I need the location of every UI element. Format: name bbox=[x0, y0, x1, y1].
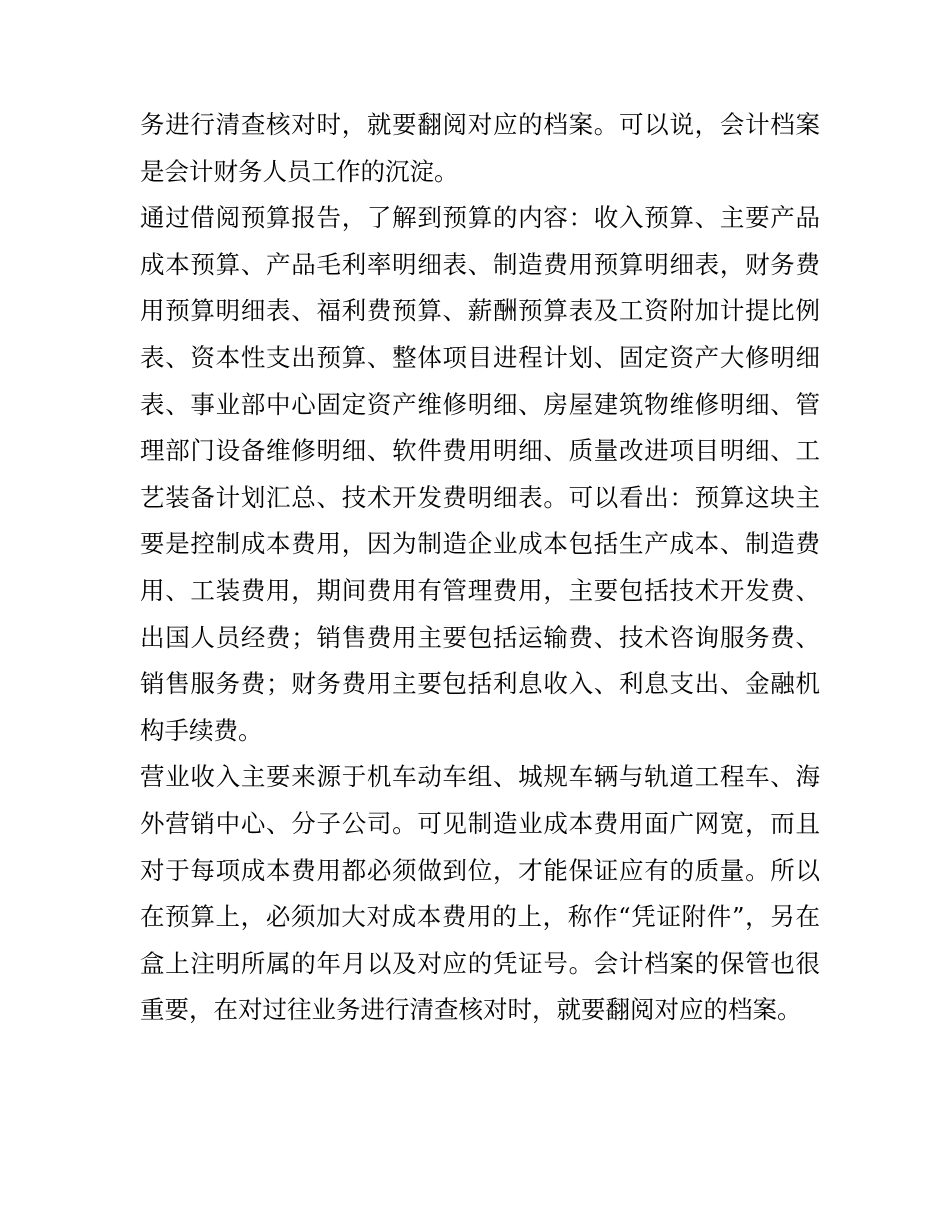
paragraph-archive-intro: 务进行清查核对时，就要翻阅对应的档案。可以说，会计档案是会计财务人员工作的沉淀。 bbox=[140, 110, 820, 186]
paragraph-revenue-sources: 营业收入主要来源于机车动车组、城规车辆与轨道工程车、海外营销中心、分子公司。可见制造业成本费用面广网宽，而且对于每项成本费用都必须做到位，才能保证应有的质量。所以在预算上，必须加大对成本费用的上，称作“凭证附件”，另在盒上注明所属的年月以及对应的凭证号。会计档案的保管也很重要，在对过往业务进行清查核对时，就要翻阅对应的档案。 bbox=[140, 762, 820, 1025]
document-body bbox=[140, 102, 820, 1034]
paragraph-budget-content: 通过借阅预算报告，了解到预算的内容：收入预算、主要产品成本预算、产品毛利率明细表、制造费用预算明细表，财务费用预算明细表、福利费预算、薪酬预算表及工资附加计提比例表、资本性支出预算、整体项目进程计划、固定资产大修明细表、事业部中心固定资产维修明细、房屋建筑物维修明细、管理部门设备维修明细、软件费用明细、质量改进项目明细、工艺装备计划汇总、技术开发费明细表。可以看出：预算这块主要是控制成本费用，因为制造企业成本包括生产成本、制造费用、工装费用，期间费用有管理费用，主要包括技术开发费、出国人员经费；销售费用主要包括运输费、技术咨询服务费、销售服务费；财务费用主要包括利息收入、利息支出、金融机构手续费。 bbox=[140, 203, 820, 745]
